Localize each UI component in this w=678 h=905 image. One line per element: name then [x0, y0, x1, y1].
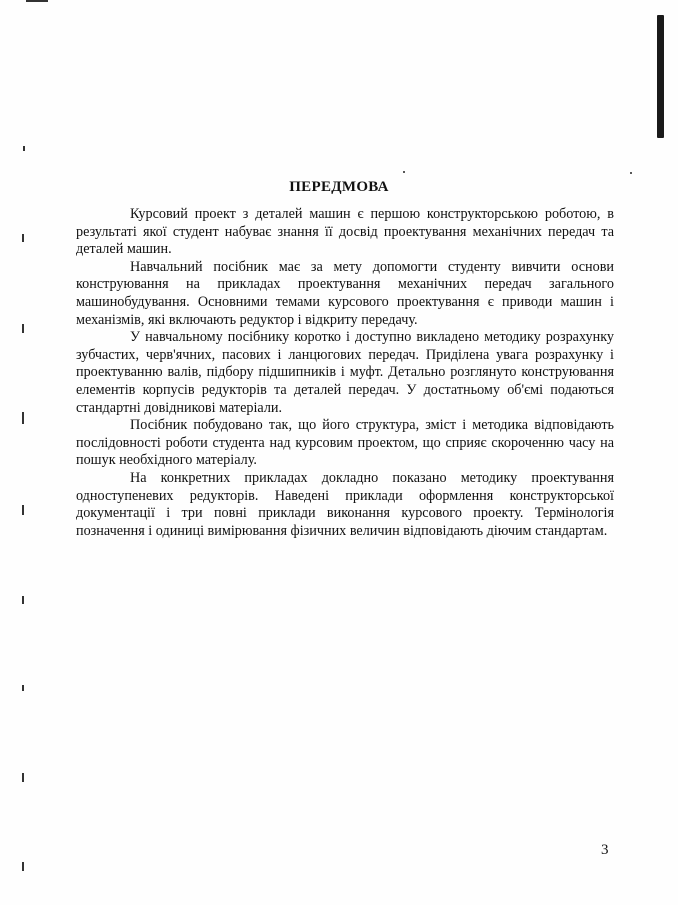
scan-artifact-right-edge — [657, 15, 664, 138]
page-title: ПЕРЕДМОВА — [289, 179, 389, 195]
scan-left-margin-mark — [22, 324, 24, 333]
paragraph: Курсовий проект з деталей машин є першою конструкторською роботою, в результаті якої студент набуває знання її досвід проектування механічних передач та деталей машин. — [76, 206, 614, 258]
scan-left-margin-mark — [22, 596, 24, 604]
scan-left-margin-mark — [22, 505, 24, 515]
scan-speck — [403, 171, 405, 173]
preface-body — [76, 206, 614, 540]
scan-left-margin-mark — [22, 234, 24, 242]
scan-left-margin-mark — [22, 685, 24, 691]
paragraph: Навчальний посібник має за мету допомогти студенту вивчити основи конструювання на прикладах проектування механічних передач загального машинобудування. Основними темами курсового проектування є приводи машин і механізмів, які включають редуктор і відкриту передачу. — [76, 258, 614, 328]
paragraph: У навчальному посібнику коротко і доступно викладено методику розрахунку зубчастих, черв'ячних, пасових і ланцюгових передач. Приділена увага розрахунку і проектуванню валів, підбору підшипників і муфт. Детально розглянуто конструювання елементів корпусів редукторів та деталей передач. У достатньому об'ємі подаються стандартні довідникові матеріали. — [76, 329, 614, 416]
scan-artifact-top — [26, 0, 48, 2]
scan-left-margin-mark — [22, 412, 24, 424]
scan-left-margin-mark — [22, 862, 24, 871]
paragraph: На конкретних прикладах докладно показано методику проектування одноступеневих редукторів. Наведені приклади оформлення конструкторської документації і три повні приклади виконання курсового проекту. Термінологія позначення і одиниці вимірювання фізичних величин відповідають діючим стандартам. — [76, 469, 614, 539]
scan-speck — [630, 172, 632, 174]
scan-left-margin-mark — [22, 773, 24, 782]
scan-left-margin-mark — [23, 146, 25, 151]
page-number: 3 — [601, 842, 609, 858]
paragraph: Посібник побудовано так, що його структура, зміст і методика відповідають послідовності роботи студента над курсовим проектом, що сприяє скороченню часу на пошук необхідного матеріалу. — [76, 417, 614, 469]
